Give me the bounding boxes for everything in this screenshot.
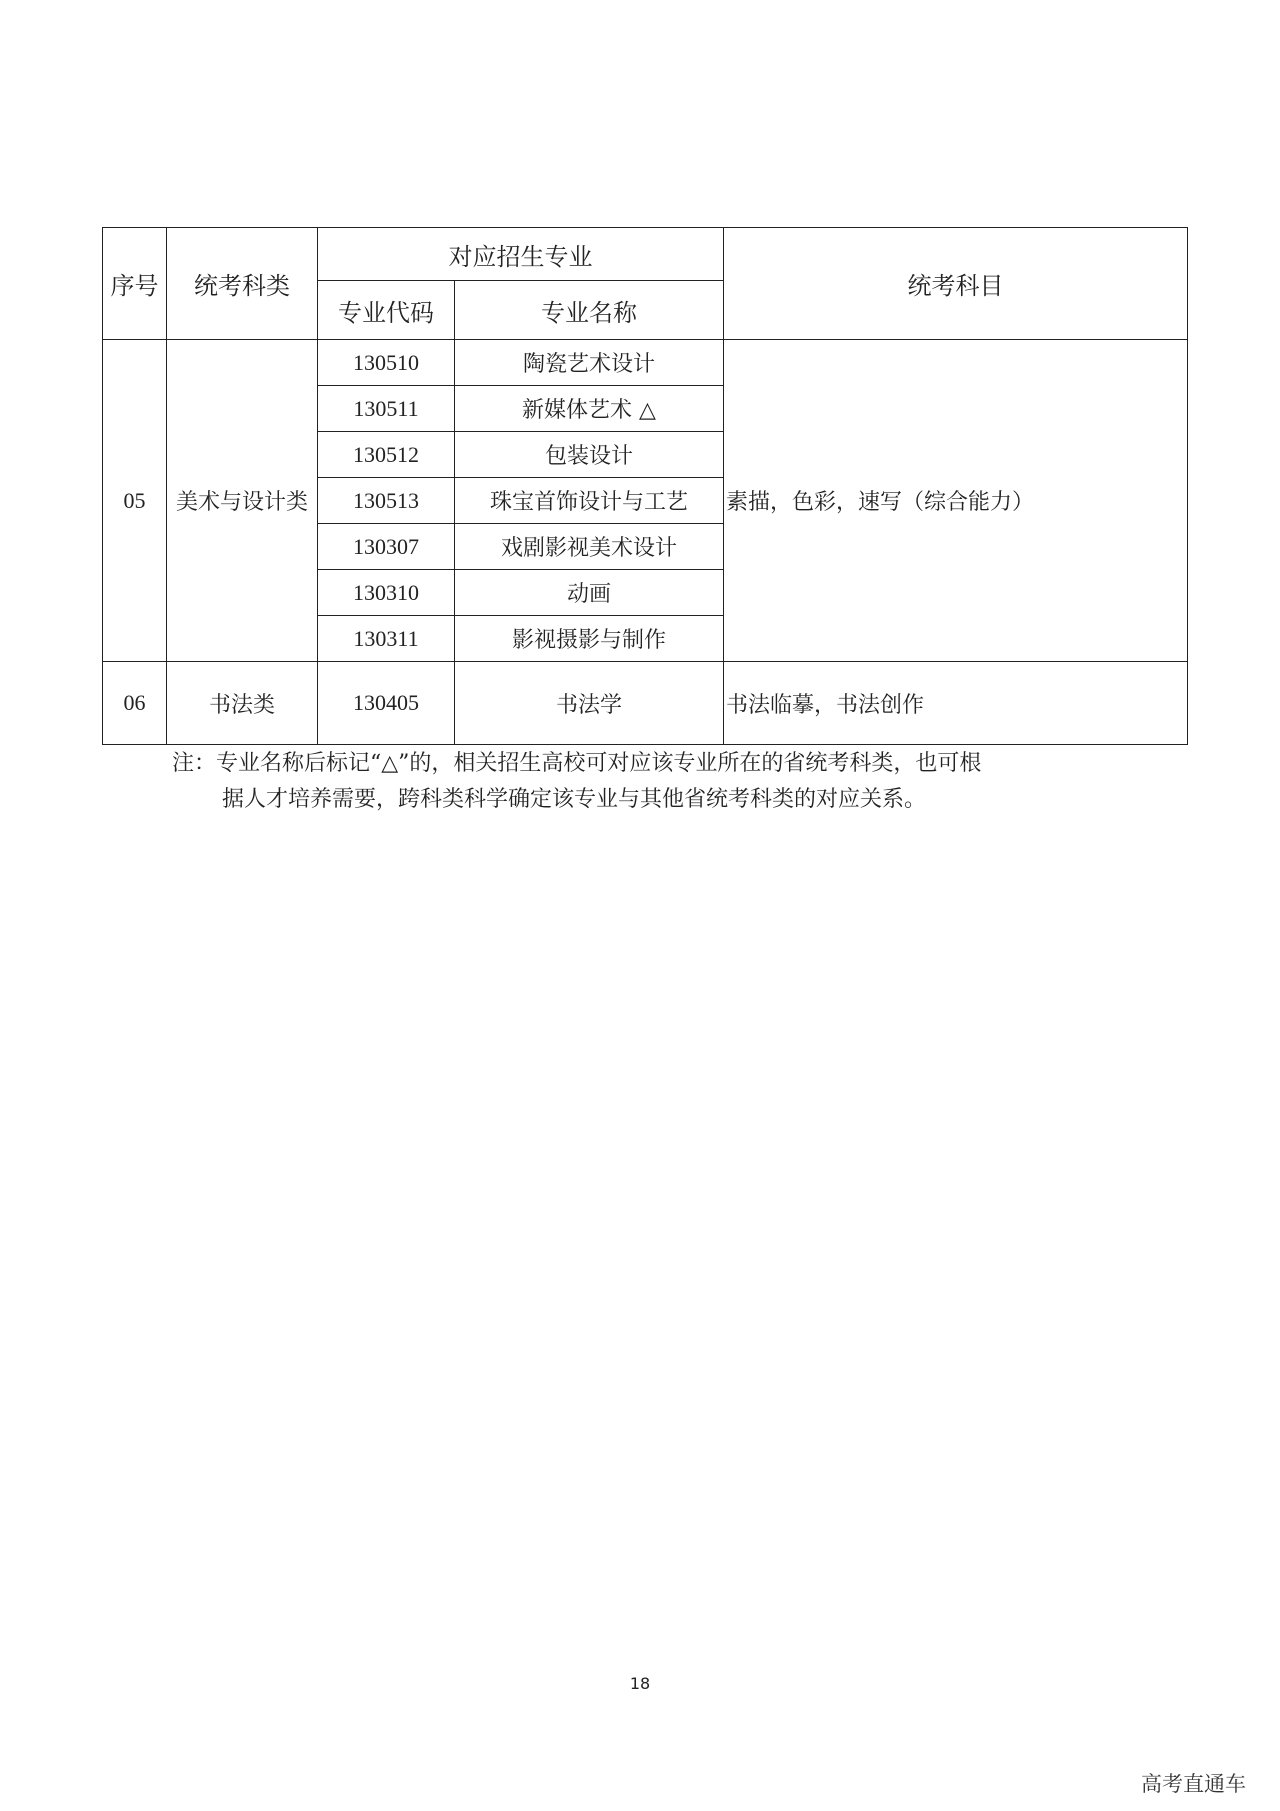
major-name: 陶瓷艺术设计 — [455, 340, 724, 386]
major-code: 130512 — [318, 432, 455, 478]
major-code: 130307 — [318, 524, 455, 570]
header-seq: 序号 — [103, 228, 167, 340]
major-code: 130311 — [318, 616, 455, 662]
major-code: 130510 — [318, 340, 455, 386]
major-code: 130405 — [318, 662, 455, 745]
major-name: 珠宝首饰设计与工艺 — [455, 478, 724, 524]
group-category: 书法类 — [167, 662, 318, 745]
group-seq: 06 — [103, 662, 167, 745]
group-subjects: 书法临摹，书法创作 — [724, 662, 1188, 745]
footnote-line-2: 据人才培养需要，跨科类科学确定该专业与其他省统考科类的对应关系。 — [222, 787, 927, 812]
header-category: 统考科类 — [167, 228, 318, 340]
page-number: 18 — [629, 1674, 651, 1693]
major-name: 戏剧影视美术设计 — [455, 524, 724, 570]
major-name: 影视摄影与制作 — [455, 616, 724, 662]
header-major-group: 对应招生专业 — [318, 228, 724, 281]
group-category: 美术与设计类 — [167, 340, 318, 662]
header-name: 专业名称 — [455, 281, 724, 340]
major-name: 包装设计 — [455, 432, 724, 478]
table-footnote — [172, 746, 1132, 818]
major-name: 新媒体艺术 △ — [455, 386, 724, 432]
major-code: 130310 — [318, 570, 455, 616]
major-code: 130513 — [318, 478, 455, 524]
major-name: 动画 — [455, 570, 724, 616]
footnote-line-1: 注：专业名称后标记“△”的，相关招生高校可对应该专业所在的省统考科类，也可根 — [172, 751, 982, 776]
major-code: 130511 — [318, 386, 455, 432]
group-subjects: 素描，色彩，速写（综合能力） — [724, 340, 1188, 662]
watermark-text: 高考直通车 — [1141, 1772, 1246, 1796]
major-name: 书法学 — [455, 662, 724, 745]
admission-subject-table — [102, 227, 1188, 745]
group-seq: 05 — [103, 340, 167, 662]
header-code: 专业代码 — [318, 281, 455, 340]
header-subjects: 统考科目 — [724, 228, 1188, 340]
